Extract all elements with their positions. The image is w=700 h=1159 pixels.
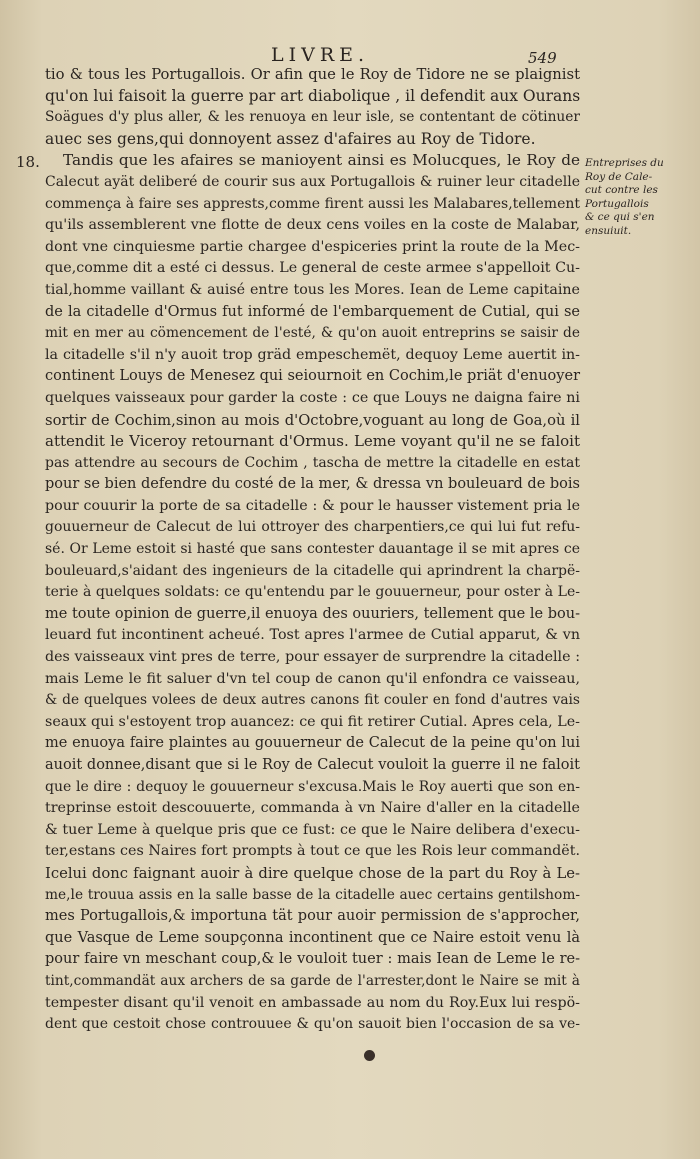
body-text — [45, 64, 580, 1036]
text-line: seaux qui s'estoyent trop auancez: ce qui fit retirer Cutial. Apres cela, Le- — [45, 713, 580, 730]
text-line: des vaisseaux vint pres de terre, pour essayer de surprendre la citadelle : — [45, 649, 580, 666]
text-line: auoit donnee,disant que si le Roy de Calecut vouloit la guerre il ne faloit — [45, 757, 580, 773]
text-line: auec ses gens,qui donnoyent assez d'afaires au Roy de Tidore. — [45, 129, 536, 148]
text-line: de la citadelle d'Ormus fut informé de l'embarquement de Cutial, qui se — [45, 303, 580, 320]
text-line: mes Portugallois,& importuna tät pour auoir permission de s'approcher, — [45, 908, 580, 925]
text-line: gouuerneur de Calecut de lui ottroyer des charpentiers,ce qui lui fut refu- — [45, 519, 580, 536]
marginal-note-line: cut contre les — [585, 184, 658, 196]
text-line: tempester disant qu'il venoit en ambassade au nom du Roy.Eux lui respö- — [45, 994, 580, 1011]
text-line: bouleuard,s'aidant des ingenieurs de la citadelle qui aprindrent la charpë- — [45, 562, 580, 579]
text-line: dont vne cinquiesme partie chargee d'espiceries print la route de la Mec- — [45, 238, 580, 255]
marginal-note-line: ensuiuit. — [585, 224, 632, 237]
running-head: LIVRE. — [270, 44, 370, 66]
text-line: que,comme dit a esté ci dessus. Le general de ceste armee s'appelloit Cu- — [45, 260, 580, 277]
text-line: me enuoya faire plaintes au gouuerneur de Calecut de la peine qu'on lui — [45, 735, 580, 752]
text-line: dent que cestoit chose controuuee & qu'on sauoit bien l'occasion de sa ve- — [45, 1016, 580, 1033]
text-line: mit en mer au cömencement de l'esté, & qu'on auoit entreprins se saisir de — [45, 325, 580, 342]
text-line: que le dire : dequoy le gouuerneur s'excusa.Mais le Roy auerti que son en- — [45, 778, 580, 795]
text-line: Icelui donc faignant auoir à dire quelque chose de la part du Roy à Le- — [45, 864, 580, 882]
text-line: tint,commandät aux archers de sa garde de l'arrester,dont le Naire se mit à — [45, 972, 580, 989]
text-line: qu'on lui faisoit la guerre par art diabolique , il defendit aux Ourans — [45, 86, 581, 105]
page-number: 549 — [528, 49, 557, 67]
text-line: sé. Or Leme estoit si hasté que sans contester dauantage il se mit apres ce — [45, 541, 580, 558]
text-line: Tandis que les afaires se manioyent ainsi es Molucques, le Roy de — [63, 151, 580, 170]
text-line: terie à quelques soldats: ce qu'entendu par le gouuerneur, pour oster à Le- — [45, 584, 580, 601]
text-line: continent Louys de Menesez qui seiournoit en Cochim,le priät d'enuoyer — [45, 368, 580, 385]
text-line: sortir de Cochim,sinon au mois d'Octobre,voguant au long de Goa,où il — [45, 411, 580, 429]
text-line: tio & tous les Portugallois. Or afin que le Roy de Tidore ne se plaignist — [45, 66, 580, 83]
text-line: pour se bien defendre du costé de la mer, & dressa vn bouleuard de bois — [45, 476, 580, 493]
text-line: qu'ils assemblerent vne flotte de deux cens voiles en la coste de Malabar, — [45, 217, 580, 234]
marginal-note-line: & ce qui s'en — [585, 211, 655, 223]
marginal-note — [585, 157, 685, 238]
text-line: quelques vaisseaux pour garder la coste : ce que Louys ne daigna faire ni — [45, 389, 580, 406]
marginal-note-line: Roy de Cale- — [585, 170, 653, 183]
text-line: Soägues d'y plus aller, & les renuoya en leur isle, se contentant de cötinuer — [45, 109, 580, 126]
text-line: me toute opinion de guerre,il enuoya des ouuriers, tellement que le bou- — [45, 605, 580, 622]
text-line: la citadelle s'il n'y auoit trop gräd empeschemët, dequoy Leme auertit in- — [45, 346, 580, 363]
marginal-note-line: Portugallois — [585, 197, 649, 210]
text-line: leuard fut incontinent acheué. Tost apres l'armee de Cutial apparut, & vn — [45, 627, 580, 644]
text-line: que Vasque de Leme soupçonna incontinent que ce Naire estoit venu là — [45, 929, 580, 946]
text-line: pour faire vn meschant coup,& le vouloit tuer : mais Iean de Leme le re- — [45, 951, 580, 968]
text-line: tial,homme vaillant & auisé entre tous les Mores. Iean de Leme capitaine — [45, 281, 580, 298]
text-line: treprinse estoit descouuerte, commanda à vn Naire d'aller en la citadelle — [45, 800, 580, 817]
text-line: & tuer Leme à quelque pris que ce fust: ce que le Naire delibera d'execu- — [45, 821, 580, 838]
text-line: & de quelques volees de deux autres canons fit couler en fond d'autres vais — [45, 692, 580, 709]
marginal-note-line: Entreprises du — [585, 157, 664, 169]
text-line: ter,estans ces Naires fort prompts à tout ce que les Rois leur commandët. — [45, 843, 580, 860]
paragraph-number: 18. — [16, 153, 40, 171]
text-line: commença à faire ses apprests,comme firent aussi les Malabares,tellement — [45, 195, 580, 212]
text-line: mais Leme le fit saluer d'vn tel coup de canon qu'il enfondra ce vaisseau, — [45, 670, 580, 687]
text-line: Calecut ayät deliberé de courir sus aux Portugallois & ruiner leur citadelle — [45, 173, 580, 190]
text-line: me,le trouua assis en la salle basse de la citadelle auec certains gentilshom- — [45, 886, 580, 903]
text-line: pas attendre au secours de Cochim , tascha de mettre la citadelle en estat — [45, 454, 580, 471]
text-line: attendit le Viceroy retournant d'Ormus. Leme voyant qu'il ne se faloit — [45, 432, 580, 451]
ink-dot-ornament — [364, 1050, 375, 1061]
text-line: pour couurir la porte de sa citadelle : & pour le hausser vistement pria le — [45, 497, 580, 514]
